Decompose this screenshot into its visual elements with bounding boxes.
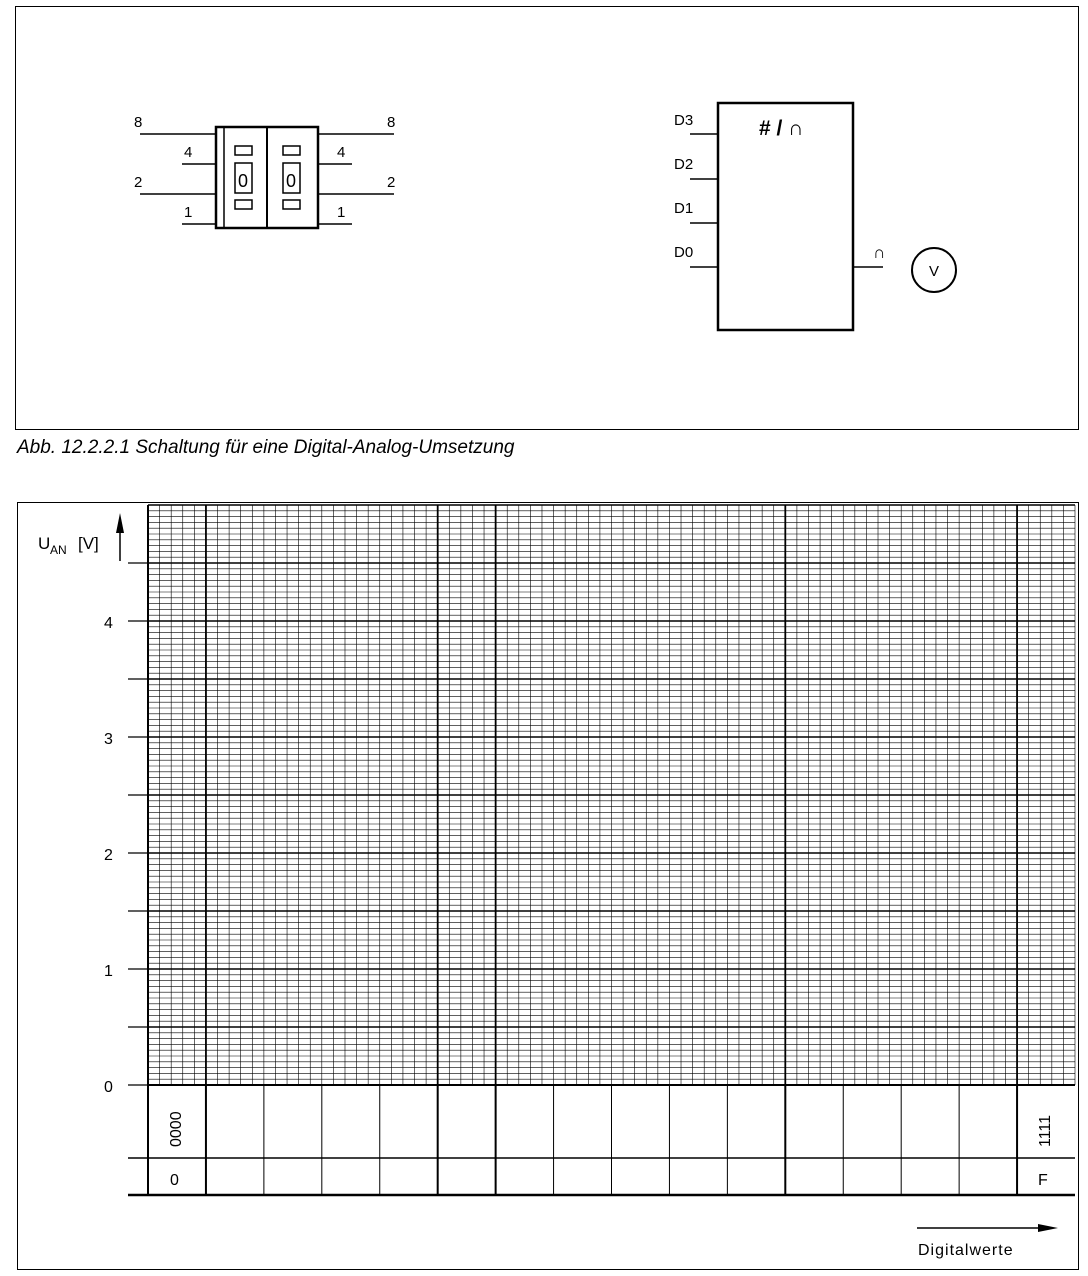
- dac-input-d1: D1: [674, 200, 694, 217]
- dip-right-pin-4: 4: [337, 144, 346, 161]
- dip-left-pin-8: 8: [134, 114, 143, 131]
- y-tick-label-2: 2: [104, 847, 113, 864]
- x-axis-label: Digitalwerte: [918, 1242, 1014, 1259]
- binary-first: 0000: [168, 1111, 185, 1147]
- dac-input-d2: D2: [674, 156, 694, 173]
- circuit-diagram: [16, 7, 1080, 431]
- circuit-panel: [15, 6, 1079, 430]
- y-axis-label-unit: [V]: [78, 534, 99, 553]
- hex-first: 0: [170, 1172, 179, 1189]
- dip-right-pin-8: 8: [387, 114, 396, 131]
- y-tick-label-0: 0: [104, 1079, 113, 1096]
- dac-input-d3: D3: [674, 112, 694, 129]
- dip-left-pin-2: 2: [134, 174, 143, 191]
- dip-right-switch-value[interactable]: 0: [286, 171, 297, 191]
- dip-right-pin-2: 2: [387, 174, 396, 191]
- dip-left-pin-4: 4: [184, 144, 193, 161]
- x-axis-arrow-icon: [1038, 1224, 1058, 1232]
- y-axis-ticks: [128, 505, 148, 1195]
- dac-block: [690, 103, 956, 330]
- dip-left-switch-value[interactable]: 0: [238, 171, 249, 191]
- y-tick-label-1: 1: [104, 963, 113, 980]
- y-tick-label-4: 4: [104, 615, 113, 632]
- y-axis-label-sub: AN: [50, 543, 67, 557]
- dac-input-d0: D0: [674, 244, 694, 261]
- value-table: [128, 1085, 1075, 1195]
- voltage-chart: [18, 503, 1080, 1271]
- figure-caption: Abb. 12.2.2.1 Schaltung für eine Digital-Analog-Umsetzung: [17, 437, 515, 458]
- y-axis-label-main: U: [38, 534, 51, 553]
- dip-right-pin-1: 1: [337, 204, 346, 221]
- dip-switch: [140, 127, 394, 228]
- voltmeter-label: V: [929, 263, 940, 280]
- chart-panel: [17, 502, 1079, 1270]
- binary-last: 1111: [1037, 1114, 1054, 1147]
- dip-left-pin-1: 1: [184, 204, 193, 221]
- y-tick-label-3: 3: [104, 731, 113, 748]
- dac-output-label: ∩: [873, 243, 886, 262]
- dac-title: # / ∩: [759, 117, 804, 140]
- hex-last: F: [1038, 1172, 1048, 1189]
- y-axis-arrow-icon: [116, 513, 124, 533]
